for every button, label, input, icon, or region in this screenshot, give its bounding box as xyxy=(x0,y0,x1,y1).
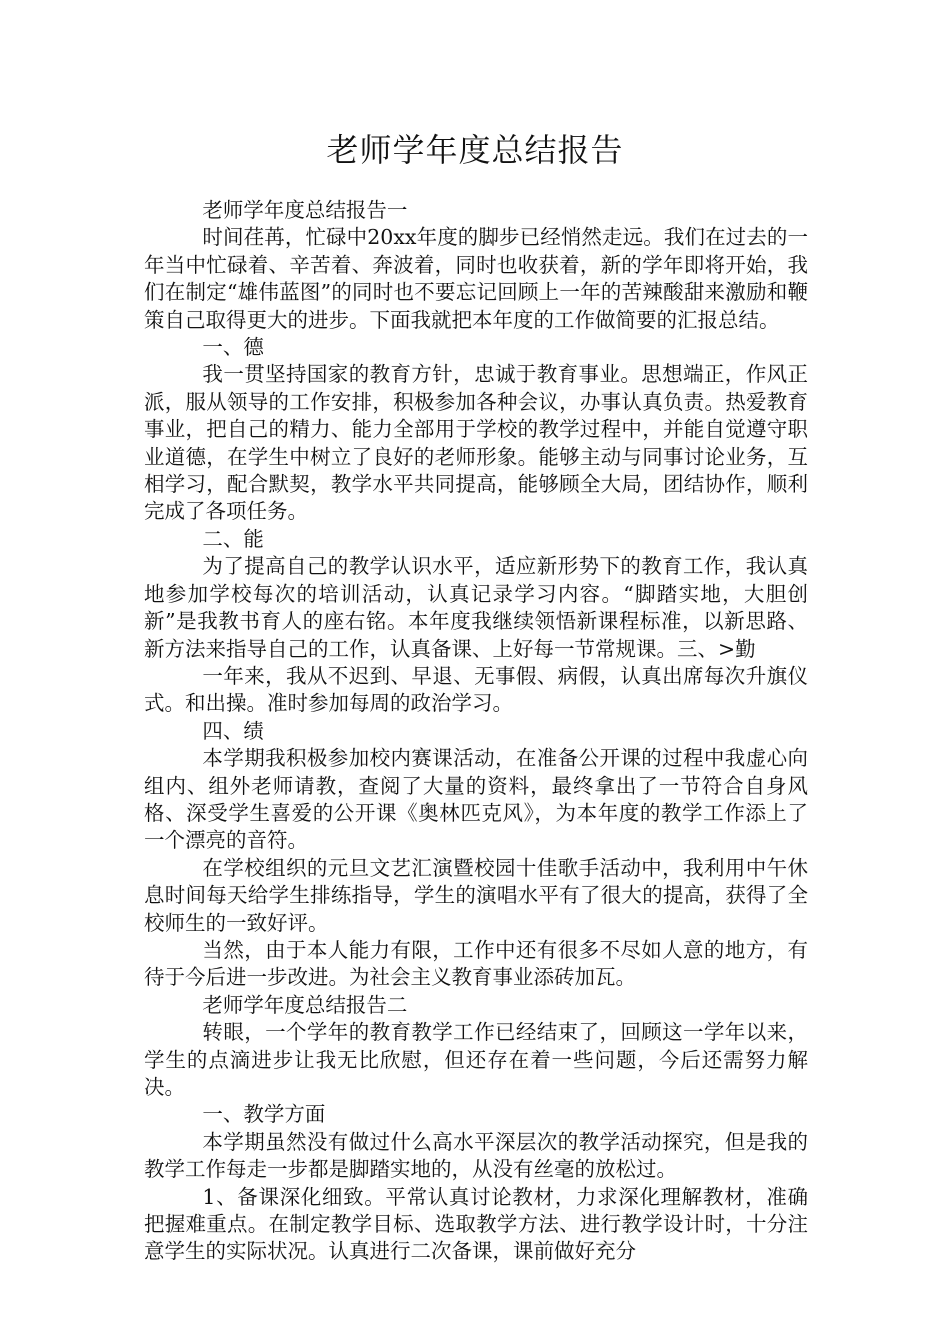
section-heading-report-one: 老师学年度总结报告一 xyxy=(202,198,408,222)
paragraph-qin: 一年来，我从不迟到、早退、无事假、病假，认真出席每次升旗仪式。和出操。准时参加每周的政治学习。 xyxy=(144,663,808,716)
document-body xyxy=(144,197,808,1266)
paragraph-teaching: 本学期虽然没有做过什么高水平深层次的教学活动探究，但是我的教学工作每走一步都是脚踏实地的，从没有丝毫的放松过。 xyxy=(144,1129,808,1182)
paragraph-ji-1: 本学期我积极参加校内赛课活动，在准备公开课的过程中我虚心向组内、组外老师请教，查阅了大量的资料，最终拿出了一节符合自身风格、深受学生喜爱的公开课《奥林匹克风》，为本年度的教学工作添上了一个漂亮的音符。 xyxy=(144,746,808,853)
document-title: 老师学年度总结报告 xyxy=(326,131,624,169)
section-heading-de: 一、德 xyxy=(202,335,264,360)
section-heading-neng: 二、能 xyxy=(202,526,264,551)
section-heading-ji: 四、绩 xyxy=(202,718,264,743)
section-heading-teaching: 一、教学方面 xyxy=(202,1102,326,1127)
paragraph-report-two-intro: 转眼，一个学年的教育教学工作已经结束了，回顾这一学年以来，学生的点滴进步让我无比欣慰，但还存在着一些问题，今后还需努力解决。 xyxy=(144,1020,808,1099)
paragraph-ji-2: 在学校组织的元旦文艺汇演暨校园十佳歌手活动中，我利用中午休息时间每天给学生排练指导，学生的演唱水平有了很大的提高，获得了全校师生的一致好评。 xyxy=(144,855,808,935)
paragraph-intro: 时间荏苒，忙碌中20xx年度的脚步已经悄然走远。我们在过去的一年当中忙碌着、辛苦着、奔波着，同时也收获着，新的学年即将开始，我们在制定“雄伟蓝图”的同时也不要忘记回顾上一年的苦辣酸甜来激励和鞭策自己取得更大的进步。下面我就把本年度的工作做简要的汇报总结。 xyxy=(144,225,808,332)
paragraph-ji-3: 当然，由于本人能力有限，工作中还有很多不尽如人意的地方，有待于今后进一步改进。为社会主义教育事业添砖加瓦。 xyxy=(144,937,808,990)
section-heading-report-two: 老师学年度总结报告二 xyxy=(202,992,408,1017)
paragraph-de: 我一贯坚持国家的教育方针，忠诚于教育事业。思想端正，作风正派，服从领导的工作安排，积极参加各种会议，办事认真负责。热爱教育事业，把自己的精力、能力全部用于学校的教学过程中，并能自觉遵守职业道德，在学生中树立了良好的老师形象。能够主动与同事讨论业务，互相学习，配合默契，教学水平共同提高，能够顾全大局，团结协作，顺利完成了各项任务。 xyxy=(144,362,808,524)
paragraph-lesson-prep: 1、备课深化细致。平常认真讨论教材，力求深化理解教材，准确把握难重点。在制定教学目标、选取教学方法、进行教学设计时，十分注意学生的实际状况。认真进行二次备课，课前做好充分 xyxy=(144,1184,808,1264)
paragraph-neng: 为了提高自己的教学认识水平，适应新形势下的教育工作，我认真地参加学校每次的培训活动，认真记录学习内容。“脚踏实地，大胆创新”是我教书育人的座右铭。本年度我继续领悟新课程标准，以新思路、新方法来指导自己的工作，认真备课、上好每一节常规课。三、>勤 xyxy=(144,554,808,661)
